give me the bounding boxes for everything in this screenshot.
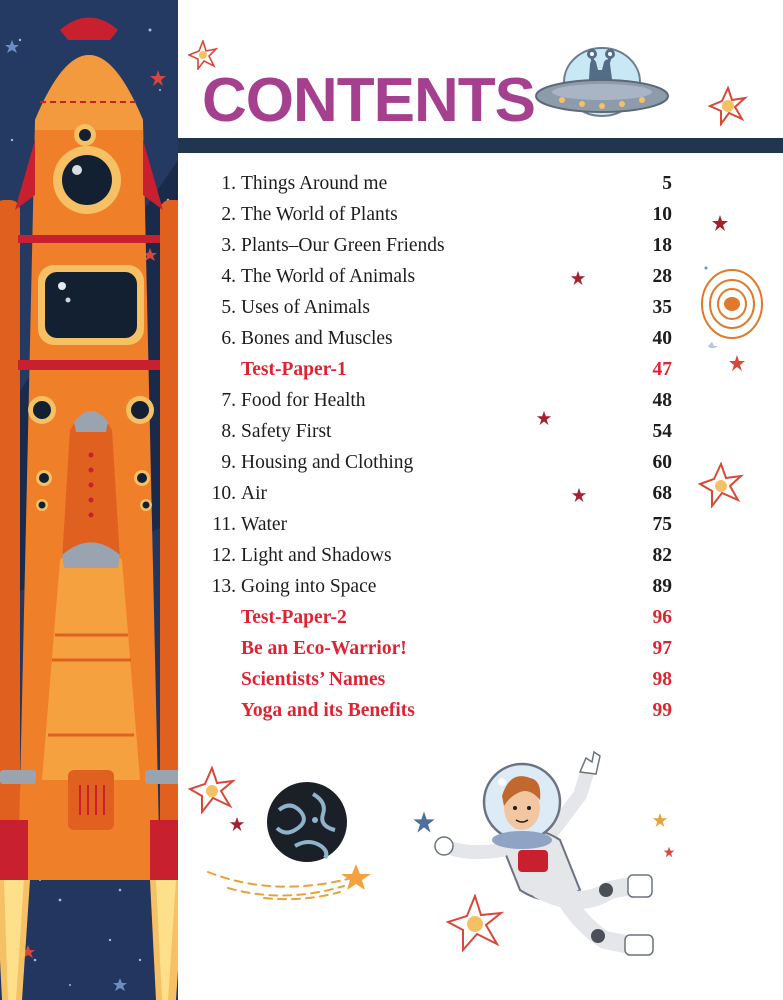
toc-item [200,576,672,607]
toc-extra-item [200,638,672,669]
toc-item-number: 4. [221,266,236,287]
toc-item [200,204,672,235]
rocket-illustration [0,0,178,1000]
toc-item [200,514,672,545]
toc-item-title: Safety First [241,421,332,442]
toc-item [200,421,672,452]
star-icon [229,816,245,832]
toc-item [200,390,672,421]
toc-item-number: 5. [221,297,236,318]
ufo-alien-icon [532,32,672,122]
star-icon [708,86,748,126]
planet-icon [265,780,349,864]
toc-item-title: Light and Shadows [241,545,392,566]
toc-item-page: 68 [652,483,672,504]
star-icon [188,766,236,814]
toc-extra-item [200,359,672,390]
toc-item-number: 9. [221,452,236,473]
toc-item [200,483,672,514]
toc-item [200,328,672,359]
toc-item-number: 13. [211,576,236,597]
toc-item-number: 10. [211,483,236,504]
toc-item-number: 3. [221,235,236,256]
toc-item-title: Going into Space [241,576,377,597]
star-icon [728,354,746,372]
toc-item [200,297,672,328]
toc-item-page: 60 [652,452,672,473]
toc-item-number: 1. [221,173,236,194]
toc-item-title: Plants–Our Green Friends [241,235,445,256]
toc-item-title: Test-Paper-2 [241,607,347,628]
star-icon [570,270,586,286]
toc-item-page: 75 [652,514,672,535]
toc-item-page: 40 [652,328,672,349]
star-icon [698,462,744,508]
toc-item-page: 82 [652,545,672,566]
toc-item-number: 7. [221,390,236,411]
toc-extra-item [200,607,672,638]
shooting-star-icon [204,858,374,902]
toc-extra-item [200,669,672,700]
toc-item-number: 2. [221,204,236,225]
toc-item-number: 12. [211,545,236,566]
toc-item-title: Air [241,483,267,504]
star-icon [188,40,218,70]
astronaut-illustration [430,740,670,960]
star-icon [571,487,587,503]
toc-item [200,173,672,204]
toc-item-number: 6. [221,328,236,349]
toc-item-title: The World of Plants [241,204,398,225]
toc-item [200,452,672,483]
toc-item-title: Uses of Animals [241,297,370,318]
star-icon [536,410,552,426]
toc-item [200,545,672,576]
toc-item [200,235,672,266]
galaxy-spiral-icon [698,262,766,348]
toc-item-title: The World of Animals [241,266,416,287]
title-underline-bar [178,138,783,153]
toc-extra-item [200,700,672,731]
toc-item-page: 35 [652,297,672,318]
page-title: CONTENTS [202,66,535,135]
toc-item-page: 5 [662,173,672,194]
toc-item-title: Scientists’ Names [241,669,386,690]
toc-item-page: 10 [652,204,672,225]
toc-item-title: Water [241,514,288,535]
toc-item-page: 99 [652,700,672,721]
toc-item-page: 18 [652,235,672,256]
toc-item-number: 8. [221,421,236,442]
toc-item [200,266,672,297]
toc-item-title: Bones and Muscles [241,328,393,349]
toc-item-page: 98 [652,669,672,690]
toc-item-page: 54 [652,421,672,442]
toc-item-title: Things Around me [241,173,388,194]
toc-item-page: 48 [652,390,672,411]
toc-item-page: 89 [652,576,672,597]
toc-item-title: Be an Eco-Warrior! [241,638,407,659]
toc-item-page: 28 [652,266,672,287]
toc-item-title: Food for Health [241,390,366,411]
toc-item-title: Test-Paper-1 [241,359,347,380]
toc-item-title: Housing and Clothing [241,452,414,473]
table-of-contents [200,173,672,731]
toc-item-page: 97 [652,638,672,659]
toc-item-page: 96 [652,607,672,628]
toc-item-page: 47 [652,359,672,380]
star-icon [711,214,729,232]
toc-item-title: Yoga and its Benefits [241,700,415,721]
toc-item-number: 11. [212,514,236,535]
